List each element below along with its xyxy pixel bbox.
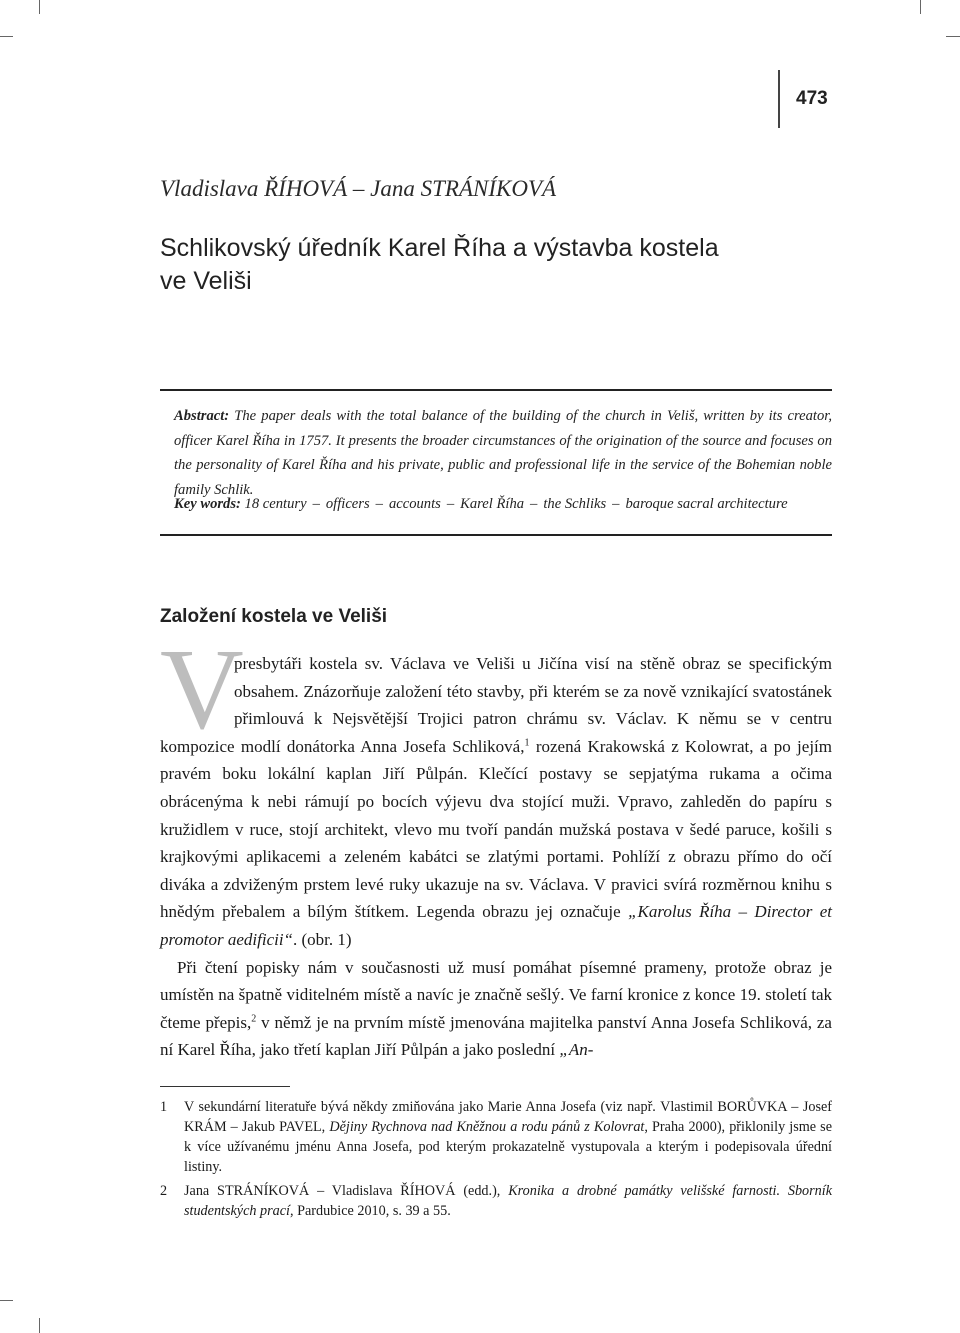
- painting-legend-quote: „Karolus Říha – Director et promotor aedificii“: [160, 902, 832, 949]
- cited-title: Kronika a drobné památky velišské farnosti. Sborník studentských prací: [184, 1183, 833, 1219]
- drop-cap: V: [160, 626, 244, 754]
- footnote-2: 2 Jana STRÁNÍKOVÁ – Vladislava ŘÍHOVÁ (edd.), Kronika a drobné památky velišské farnosti. Sborník studentských prací, Pardubice 2010, s. 39 a 55.: [160, 1183, 833, 1219]
- keywords: [174, 492, 832, 516]
- keyword: accounts: [388, 496, 441, 512]
- body-text: [160, 650, 832, 1064]
- footnote-rule: [160, 1086, 290, 1087]
- paragraph-2: Při čtení popisky nám v současnosti už musí pomáhat písemné prameny, protože obraz je umístěn na špatně viditelném místě a navíc je značně sešlý. Ve farní kronice z konce 19. století tak čteme přepis,$^2$ v němž je na prvním místě jmenována majitelka panství Anna Josefa Schliková, za ní Karel Říha, jako třetí kaplan Jiří Půlpán a jako poslední „An-: [160, 957, 832, 1060]
- crop-mark: [39, 1318, 40, 1333]
- abstract-top-rule: [160, 389, 832, 391]
- page-number-rule: [778, 70, 780, 128]
- footnote-number: 1: [160, 1099, 168, 1115]
- keyword: the Schliks: [543, 496, 607, 512]
- crop-mark: [920, 0, 921, 14]
- title-line-2: ve Veliši: [160, 267, 252, 295]
- keyword-separator: –: [312, 496, 320, 512]
- cited-title: Dějiny Rychnova nad Kněžnou a rodu pánů z Kolovrat: [329, 1119, 645, 1135]
- crop-mark: [0, 36, 13, 37]
- footnote-1: 1 V sekundární literatuře bývá někdy zmiňována jako Marie Anna Josefa (viz např. Vlastimil BORŮVKA – Josef KRÁM – Jakub PAVEL, Dějiny Rychnova nad Kněžnou a rodu pánů z Kolovrat, Praha 2000), přiklonily jsme se k více užívanému jménu Anna Josefa, pod kterým prokazatelně vystupovala a kterým i podepisovala úřední listiny.: [160, 1099, 832, 1175]
- keywords-label: Key words:: [174, 496, 241, 512]
- abstract-text: The paper deals with the total balance of the building of the church in Veliš, written by its creator, officer Karel Říha in 1757. It presents the broader circumstances of the origination of the source and focuses on the personality of Karel Říha and his private, public and professional life in the service of the Bohemian noble family Schlik.: [174, 408, 832, 499]
- footnote-ref-1[interactable]: 1: [524, 737, 530, 749]
- title-line-1: Schlikovský úředník Karel Říha a výstavba kostela: [160, 234, 719, 262]
- footnotes: [160, 1097, 832, 1225]
- crop-mark: [0, 1300, 13, 1301]
- section-title: Založení kostela ve Veliši: [160, 606, 388, 627]
- footnote-number: 2: [160, 1183, 168, 1199]
- keyword-separator: –: [612, 496, 620, 512]
- keyword-separator: –: [446, 496, 455, 512]
- abstract-label: Abstract:: [174, 408, 230, 424]
- keyword: 18 century: [244, 496, 307, 512]
- abstract: [174, 404, 832, 503]
- quote-start: „An-: [559, 1040, 594, 1060]
- keyword-separator: –: [375, 496, 383, 512]
- article-title: [160, 232, 800, 298]
- keyword: officers: [325, 496, 370, 512]
- keyword-separator: –: [530, 496, 538, 512]
- page-number: 473: [796, 88, 828, 109]
- authors: Vladislava ŘÍHOVÁ – Jana STRÁNÍKOVÁ: [160, 176, 557, 201]
- keyword: baroque sacral architecture: [625, 496, 788, 512]
- paragraph-1: presbytáři kostela sv. Václava ve Veliši u Jičína visí na stěně obraz se specifickým obsahem. Znázorňuje založení této stavby, při kterém se za nově vznikající svatostánek přimlouvá k Nejsvětější Trojici patron chrámu sv. Václav. K němu se v centru kompozice modlí donátorka Anna Josefa Schliková,$^1$ rozená Krakowská z Kolowrat, a po jejím pravém boku lokální kaplan Jiří Půlpán. Klečící postavy se sepjatýma rukama a očima obrácenýma k nebi rámují po bocích výjevu dva stojící muži. Vpravo, zahleděn do papíru s kružidlem v ruce, stojí architekt, vlevo mu tvoří pandán mužská postava v šedé paruce, košili s krajkovými aplikacemi a zeleném kabátci se zlatými portami. Pohlíží z obrazu přímo do očí diváka a zdviženým prstem levé ruky ukazuje na sv. Václava. V pravici svírá rozměrnou knihu s hnědým přebalem a bílým štítkem. Legenda obrazu jej označuje „Karolus Říha – Director et promotor aedificii“. (obr. 1): [160, 654, 832, 949]
- crop-mark: [39, 0, 40, 14]
- keyword: Karel Říha: [460, 496, 525, 512]
- footnote-ref-2[interactable]: 2: [251, 1013, 257, 1025]
- crop-mark: [946, 36, 960, 37]
- abstract-bottom-rule: [160, 534, 832, 536]
